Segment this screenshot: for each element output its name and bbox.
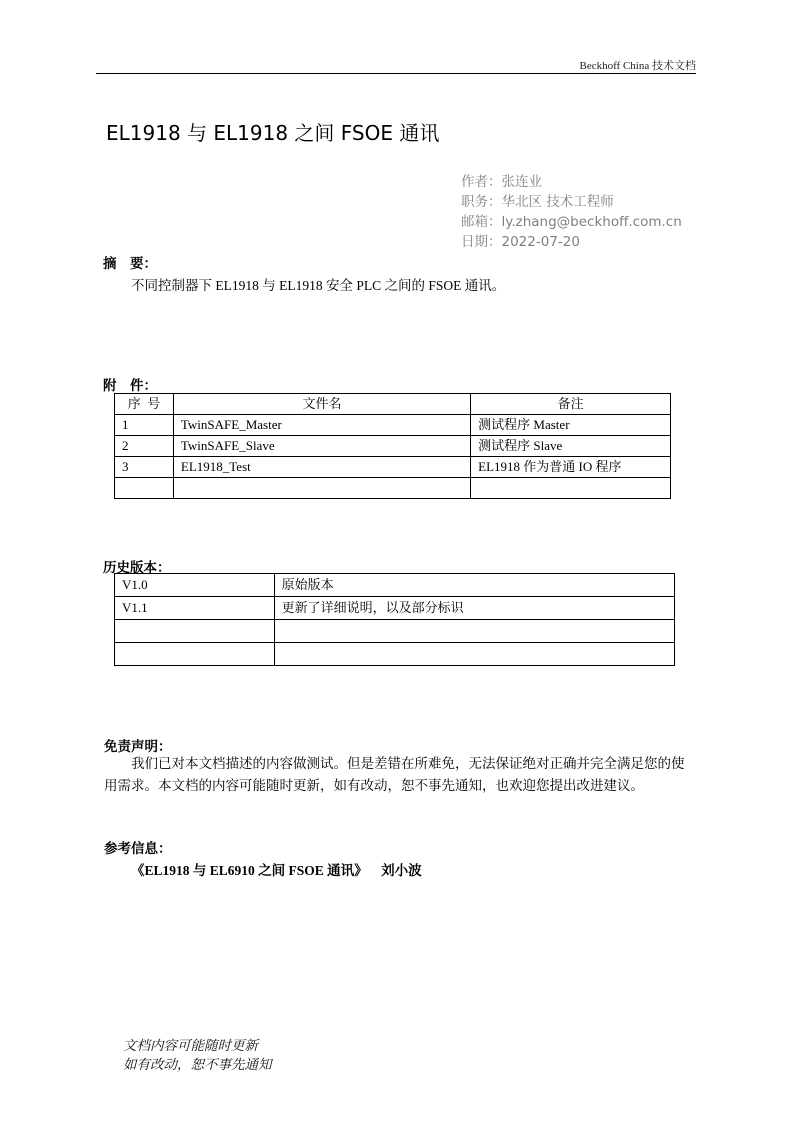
cell-index: [115, 478, 174, 499]
cell-index: 2: [115, 436, 174, 457]
history-label: 历史版本：: [103, 560, 171, 575]
cell-version: V1.1: [115, 597, 275, 620]
cell-filename: [173, 478, 470, 499]
abstract-label: 摘 要：: [103, 256, 157, 271]
reference-label: 参考信息：: [104, 841, 172, 856]
table-row: [115, 597, 675, 620]
footnote-line-1: 文档内容可能随时更新: [123, 1038, 258, 1053]
cell-description: [274, 620, 674, 643]
author-name: 作者：张连业: [461, 174, 542, 190]
table-row-empty: [115, 620, 675, 643]
page-header-text: Beckhoff China 技术文档: [579, 60, 696, 72]
cell-description: [274, 643, 674, 666]
attachments-table: [114, 393, 671, 499]
cell-version: V1.0: [115, 574, 275, 597]
document-title: EL1918 与 EL1918 之间 FSOE 通讯: [106, 121, 440, 145]
history-table: [114, 573, 675, 666]
cell-remark: EL1918 作为普通 IO 程序: [471, 457, 671, 478]
header-index: 序 号: [115, 394, 174, 415]
cell-remark: [471, 478, 671, 499]
cell-filename: EL1918_Test: [173, 457, 470, 478]
author-position: 职务：华北区 技术工程师: [461, 194, 614, 210]
disclaimer-label: 免责声明：: [104, 739, 172, 754]
cell-remark: 测试程序 Slave: [471, 436, 671, 457]
author-info: [461, 172, 682, 252]
cell-description: 原始版本: [274, 574, 674, 597]
header-filename: 文件名: [173, 394, 470, 415]
attachments-label: 附 件：: [103, 378, 157, 393]
table-row: [115, 457, 671, 478]
cell-description: 更新了详细说明，以及部分标识: [274, 597, 674, 620]
header-divider: [96, 73, 696, 74]
disclaimer-text: 我们已对本文档描述的内容做测试。但是差错在所难免，无法保证绝对正确并完全满足您的使用需求。本文档的内容可能随时更新，如有改动，恕不事先通知，也欢迎您提出改进建议。: [104, 756, 685, 793]
footnote-line-2: 如有改动，恕不事先通知: [123, 1057, 272, 1072]
table-header-row: [115, 394, 671, 415]
table-row: [115, 415, 671, 436]
cell-version: [115, 643, 275, 666]
author-email: 邮箱：ly.zhang@beckhoff.com.cn: [461, 214, 682, 230]
cell-index: 3: [115, 457, 174, 478]
document-date: 日期：2022-07-20: [461, 234, 580, 250]
table-row-empty: [115, 643, 675, 666]
cell-version: [115, 620, 275, 643]
footnote: [123, 1036, 272, 1074]
table-row: [115, 436, 671, 457]
cell-index: 1: [115, 415, 174, 436]
table-row: [115, 574, 675, 597]
reference-item: 《EL1918 与 EL6910 之间 FSOE 通讯》 刘小波: [131, 863, 422, 878]
cell-remark: 测试程序 Master: [471, 415, 671, 436]
disclaimer-body: [104, 753, 694, 797]
cell-filename: TwinSAFE_Slave: [173, 436, 470, 457]
header-remark: 备注: [471, 394, 671, 415]
cell-filename: TwinSAFE_Master: [173, 415, 470, 436]
abstract-text: 不同控制器下 EL1918 与 EL1918 安全 PLC 之间的 FSOE 通讯。: [131, 278, 506, 293]
table-row-empty: [115, 478, 671, 499]
